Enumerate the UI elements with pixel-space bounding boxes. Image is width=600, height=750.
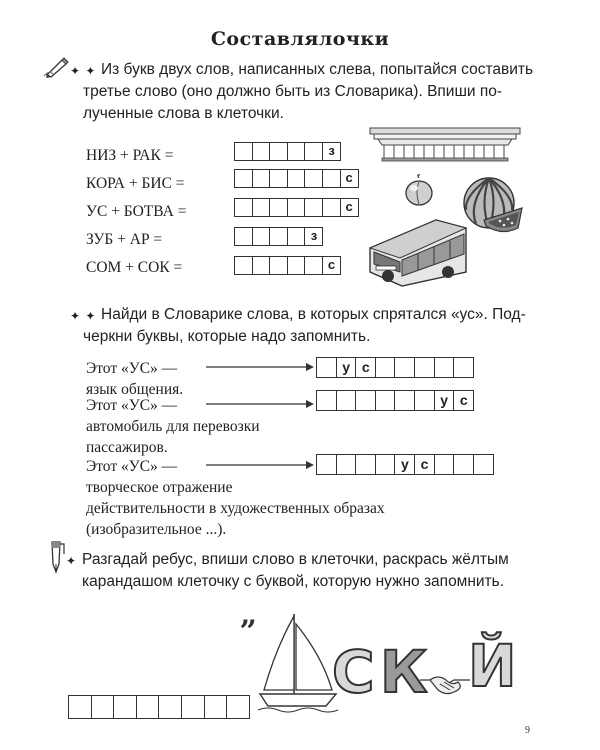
- letter-cell[interactable]: [91, 695, 115, 719]
- letter-cell[interactable]: [252, 198, 271, 217]
- instruction-line: Разгадай ребус, впиши слово в клеточки, раскрась жёлтым: [82, 551, 509, 568]
- letter-cell[interactable]: у: [336, 357, 357, 378]
- letter-cell[interactable]: [304, 142, 323, 161]
- letter-cell[interactable]: [234, 256, 253, 275]
- letter-cell[interactable]: у: [394, 454, 415, 475]
- letter-cell[interactable]: [287, 256, 306, 275]
- letter-cell[interactable]: [234, 198, 253, 217]
- instruction-line: лученные слова в клеточки.: [83, 105, 284, 122]
- item-description: язык общения.: [86, 381, 184, 398]
- letter-cell[interactable]: [287, 142, 306, 161]
- item-description: действительности в художественных образах: [86, 500, 385, 517]
- equation: КОРА + БИС =: [86, 175, 185, 192]
- letter-cell[interactable]: з: [304, 227, 323, 246]
- letter-cell[interactable]: [269, 198, 288, 217]
- equation: ЗУБ + АР =: [86, 231, 163, 248]
- letter-cell[interactable]: [316, 390, 337, 411]
- letter-cell[interactable]: [434, 454, 455, 475]
- instruction-line: Найди в Словарике слова, в которых спрятался «ус». Под-: [101, 306, 526, 323]
- letter-cell[interactable]: [414, 390, 435, 411]
- item-description: автомобиль для перевозки: [86, 418, 260, 435]
- rebus-letter: С: [332, 638, 375, 706]
- task1-instruction: [83, 59, 571, 125]
- letter-cell[interactable]: [287, 198, 306, 217]
- letter-cell[interactable]: [269, 256, 288, 275]
- letter-cell[interactable]: [113, 695, 137, 719]
- letter-cell[interactable]: [336, 390, 357, 411]
- answer-grid: [234, 227, 322, 246]
- letter-cell[interactable]: [375, 454, 396, 475]
- us-item: [86, 358, 183, 400]
- letter-cell[interactable]: [234, 142, 253, 161]
- letter-cell[interactable]: [234, 169, 253, 188]
- letter-cell[interactable]: [304, 256, 323, 275]
- equation: СОМ + СОК =: [86, 259, 183, 276]
- pencil-icon: [44, 56, 70, 78]
- letter-cell[interactable]: [252, 169, 271, 188]
- letter-cell[interactable]: с: [340, 169, 359, 188]
- letter-cell[interactable]: [394, 390, 415, 411]
- letter-cell[interactable]: [68, 695, 92, 719]
- answer-grid: [316, 357, 473, 378]
- letter-cell[interactable]: [226, 695, 250, 719]
- instruction-line: Из букв двух слов, написанных слева, попытайся составить: [101, 61, 534, 78]
- item-label: Этот «УС» —: [86, 360, 178, 377]
- arrow-icon: [206, 362, 316, 372]
- letter-cell[interactable]: [287, 227, 306, 246]
- letter-cell[interactable]: [181, 695, 205, 719]
- cornice-icon: [370, 128, 520, 162]
- answer-grid: [316, 390, 473, 411]
- answer-grid: [234, 198, 357, 217]
- difficulty-stars: ✦ ✦: [70, 64, 97, 78]
- task3-instruction: [82, 549, 582, 593]
- letter-cell[interactable]: [394, 357, 415, 378]
- letter-cell[interactable]: с: [453, 390, 474, 411]
- arrow-icon: [206, 460, 316, 470]
- letter-cell[interactable]: [322, 198, 341, 217]
- rebus-quote-mark: „: [240, 597, 258, 632]
- rebus-letter: Й: [468, 632, 517, 700]
- letter-cell[interactable]: [269, 169, 288, 188]
- letter-cell[interactable]: с: [414, 454, 435, 475]
- equation: УС + БОТВА =: [86, 203, 187, 220]
- letter-cell[interactable]: [316, 357, 337, 378]
- item-label: Этот «УС» —: [86, 458, 178, 475]
- equation: НИЗ + РАК =: [86, 147, 174, 164]
- item-description: пассажиров.: [86, 439, 168, 456]
- page-number: 9: [525, 725, 530, 736]
- letter-cell[interactable]: [316, 454, 337, 475]
- letter-cell[interactable]: [414, 357, 435, 378]
- letter-cell[interactable]: [252, 256, 271, 275]
- rebus-answer-grid: [68, 695, 249, 719]
- letter-cell[interactable]: [355, 454, 376, 475]
- arrow-icon: [206, 399, 316, 409]
- letter-cell[interactable]: з: [322, 142, 341, 161]
- letter-cell[interactable]: с: [355, 357, 376, 378]
- letter-cell[interactable]: [252, 227, 271, 246]
- handshake-icon: [420, 670, 470, 700]
- letter-cell[interactable]: [234, 227, 253, 246]
- letter-cell[interactable]: [322, 169, 341, 188]
- letter-cell[interactable]: [287, 169, 306, 188]
- difficulty-stars: ✦: [66, 554, 78, 568]
- answer-grid: [234, 142, 340, 161]
- letter-cell[interactable]: [304, 169, 323, 188]
- letter-cell[interactable]: [252, 142, 271, 161]
- letter-cell[interactable]: [158, 695, 182, 719]
- letter-cell[interactable]: [136, 695, 160, 719]
- letter-cell[interactable]: [453, 454, 474, 475]
- sailboat-icon: [258, 612, 338, 712]
- letter-cell[interactable]: [473, 454, 494, 475]
- letter-cell[interactable]: [453, 357, 474, 378]
- item-label: Этот «УС» —: [86, 397, 178, 414]
- letter-cell[interactable]: с: [340, 198, 359, 217]
- answer-grid: [316, 454, 492, 475]
- pen-icon: [46, 540, 66, 574]
- letter-cell[interactable]: [375, 357, 396, 378]
- difficulty-stars: ✦ ✦: [70, 309, 97, 323]
- letter-cell[interactable]: [269, 142, 288, 161]
- task2-instruction: [83, 304, 571, 348]
- rebus-letter: К: [380, 638, 428, 706]
- answer-grid: [234, 256, 340, 275]
- letter-cell[interactable]: [304, 198, 323, 217]
- bus-icon: [366, 214, 472, 288]
- letter-cell[interactable]: [269, 227, 288, 246]
- page-title: Составлялочки: [210, 28, 390, 50]
- letter-cell[interactable]: [204, 695, 228, 719]
- letter-cell[interactable]: у: [434, 390, 455, 411]
- letter-cell[interactable]: [355, 390, 376, 411]
- letter-cell[interactable]: [434, 357, 455, 378]
- answer-grid: [234, 169, 357, 188]
- letter-cell[interactable]: [375, 390, 396, 411]
- item-description: творческое отражение: [86, 479, 233, 496]
- letter-cell[interactable]: [336, 454, 357, 475]
- item-description: (изобразительное ...).: [86, 521, 227, 538]
- instruction-line: третье слово (оно должно быть из Словарика). Впиши по-: [83, 83, 503, 100]
- instruction-line: черкни буквы, которые надо запомнить.: [83, 328, 371, 345]
- letter-cell[interactable]: с: [322, 256, 341, 275]
- instruction-line: карандашом клеточку с буквой, которую нужно запомнить.: [82, 573, 505, 590]
- peach-icon: [404, 174, 434, 206]
